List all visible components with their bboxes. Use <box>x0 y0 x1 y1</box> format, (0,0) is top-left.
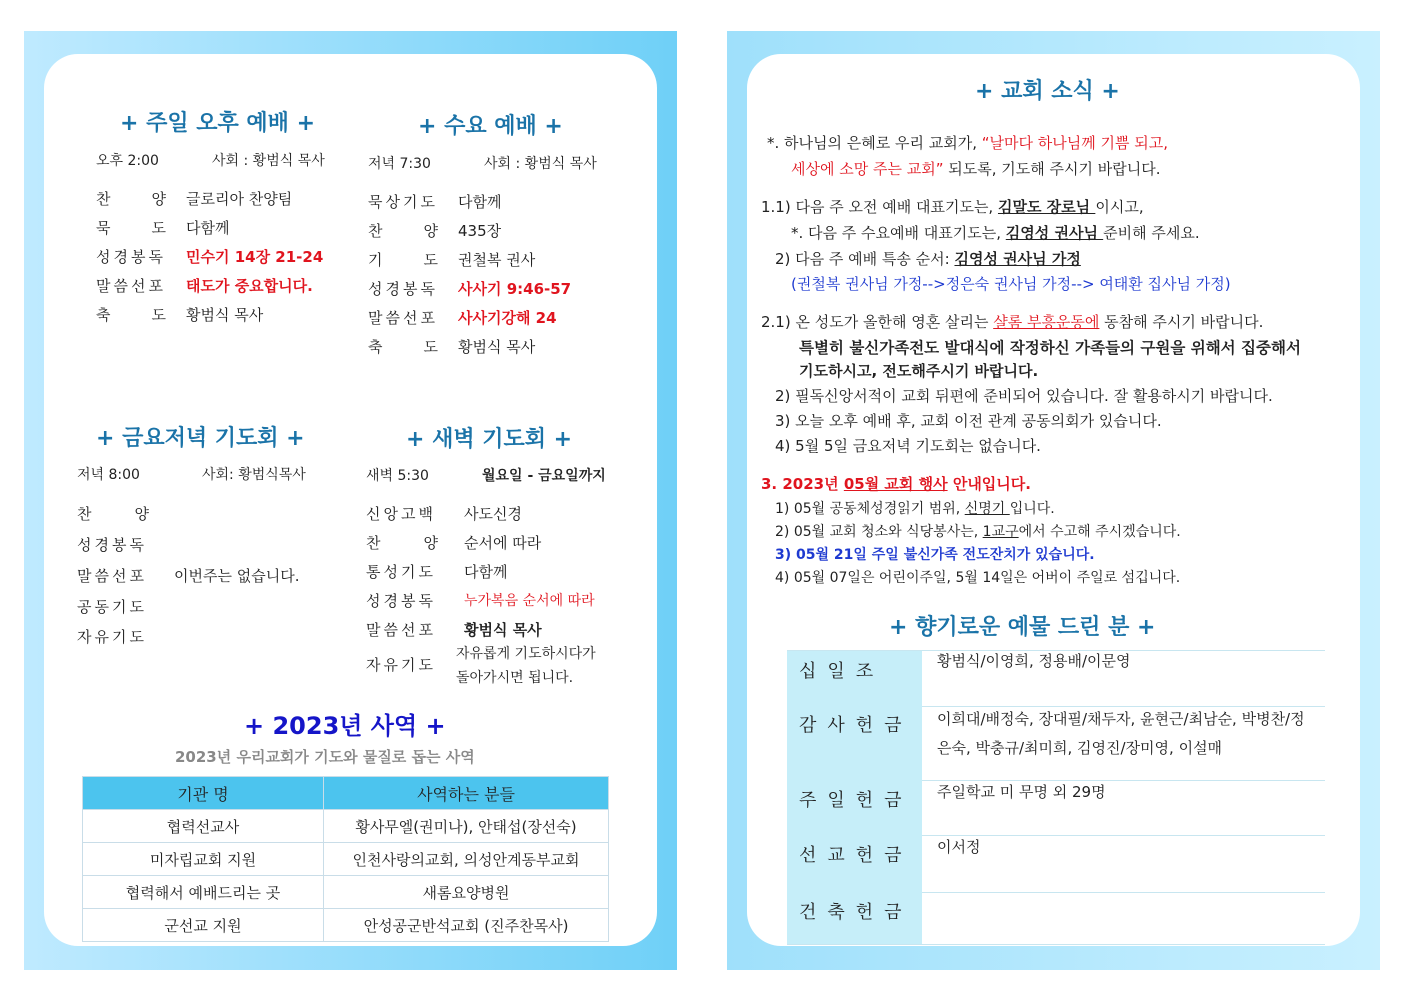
news-item-2-4: 4) 5월 5일 금요저녁 기도회는 없습니다. <box>775 437 1041 455</box>
offering-title: + 향기로운 예물 드린 분 + <box>889 615 1156 640</box>
friday-title: + 금요저녁 기도회 + <box>96 426 305 451</box>
sunday-pm-title: + 주일 오후 예배 + <box>120 111 316 136</box>
news-item-1-1 <box>761 196 1144 217</box>
table-row <box>83 843 609 876</box>
news-text: 안내입니다. <box>947 475 1031 493</box>
table-cell: 황사무엘(권미나), 안태섭(장선숙) <box>324 810 609 843</box>
news-item-3-3: 3) 05월 21일 주일 불신가족 전도잔치가 있습니다. <box>775 547 1095 563</box>
offering-label-cell <box>787 651 922 706</box>
order-value: 황범식 목사 <box>458 338 536 356</box>
order-value: 이번주는 없습니다. <box>174 567 300 585</box>
order-value-cont: 돌아가시면 됩니다. <box>456 670 574 686</box>
news-item-2-1 <box>761 311 1263 332</box>
offering-label-cell <box>787 892 922 944</box>
news-title: + 교회 소식 + <box>975 79 1120 104</box>
news-text: 2.1) 온 성도가 올한해 영혼 살리는 <box>761 313 994 331</box>
dawn-days: 월요일 - 금요일까지 <box>482 468 606 484</box>
table-row <box>83 810 609 843</box>
offering-row <box>787 892 1325 945</box>
friday-time: 저녁 8:00 <box>77 467 140 483</box>
scripture-value: 민수기 14장 21-24 <box>186 248 324 266</box>
scripture-value: 누가복음 순서에 따라 <box>464 593 595 609</box>
offering-value: 이희대/배정숙, 장대필/채두자, 윤현근/최남순, 박병찬/정은숙, 박충규/최미희, 김영진/장미영, 이설매 <box>937 710 1305 757</box>
news-item-2-3: 3) 오늘 오후 예배 후, 교회 이전 관계 공동의회가 있습니다. <box>775 412 1162 430</box>
order-label: 성경봉독 <box>366 592 436 610</box>
right-card <box>747 54 1360 946</box>
dawn-title: + 새벽 기도회 + <box>406 427 573 452</box>
order-value: 권철복 권사 <box>458 251 536 269</box>
news-text: 3. 2023년 <box>761 475 844 493</box>
event-month: 05월 교회 행사 <box>843 475 948 493</box>
order-value: 자유롭게 기도하시다가 <box>456 646 596 662</box>
news-text: 에서 수고해 주시겠습니다. <box>1018 524 1181 540</box>
news-text: 준비해 주세요. <box>1103 224 1200 242</box>
order-label: 말씀선포 <box>77 567 147 585</box>
table-cell: 미자립교회 지원 <box>83 843 324 876</box>
order-value: 435장 <box>458 222 502 240</box>
wednesday-time: 저녁 7:30 <box>368 156 431 172</box>
sermon-value: 태도가 중요합니다. <box>186 277 313 295</box>
news-text: *. 다음 주 수요예배 대표기도는, <box>791 224 1006 242</box>
order-value: 황범식 목사 <box>186 306 264 324</box>
order-label: 말씀선포 <box>366 621 436 639</box>
news-intro-line2 <box>791 158 1160 179</box>
cleaning-district: 1교구 <box>982 524 1019 540</box>
news-intro-quote: “날마다 하나님께 기쁨 되고, <box>981 134 1168 152</box>
order-label: 자유기도 <box>366 656 436 674</box>
news-intro-quote: 세상에 소망 주는 교회” <box>791 160 944 178</box>
scripture-value: 사사기 9:46-57 <box>458 280 572 298</box>
friday-host: 사회: 황범식목사 <box>202 467 306 483</box>
news-intro-text: *. 하나님의 은혜로 우리 교회가, <box>767 134 982 152</box>
table-cell: 안성공군반석교회 (진주찬목사) <box>324 909 609 942</box>
ministry-title: + 2023년 사역 + <box>244 712 446 740</box>
news-item-3-1 <box>775 498 1055 518</box>
order-label: 말씀선포 <box>96 277 166 295</box>
column-header: 기관 명 <box>83 777 324 810</box>
news-item-3 <box>761 473 1031 494</box>
offering-row <box>787 650 1325 707</box>
order-value: 글로리아 찬양팀 <box>186 190 293 208</box>
offering-label-cell <box>787 835 922 892</box>
news-item-3-2 <box>775 521 1181 541</box>
order-label: 찬 양 <box>366 534 438 552</box>
order-label: 공동기도 <box>77 598 147 616</box>
offering-label: 감사헌금 <box>799 715 913 736</box>
offering-label-cell <box>787 780 922 835</box>
order-value: 다함께 <box>458 193 502 211</box>
news-intro-line1 <box>767 132 1168 153</box>
offering-value: 황범식/이영희, 정용배/이문영 <box>937 652 1131 670</box>
table-row <box>83 909 609 942</box>
table-cell: 협력해서 예배드리는 곳 <box>83 876 324 909</box>
sunday-pm-host: 사회 : 황범식 목사 <box>212 153 325 169</box>
table-cell: 협력선교사 <box>83 810 324 843</box>
prayer-leader-name: 김말도 장로님 <box>997 198 1096 216</box>
news-item-2-1b: 특별히 불신가족전도 발대식에 작정하신 가족들의 구원을 위해서 집중해서 <box>799 339 1301 357</box>
news-text: 2) 05월 교회 청소와 식당봉사는, <box>775 524 983 540</box>
ministry-table <box>82 776 609 942</box>
order-label: 찬 양 <box>368 222 438 240</box>
order-label: 찬 양 <box>77 505 149 523</box>
offering-label: 건축헌금 <box>799 902 913 923</box>
order-label: 찬 양 <box>96 190 166 208</box>
order-label: 축 도 <box>368 338 438 356</box>
offering-value: 주일학교 미 무명 외 29명 <box>937 783 1106 801</box>
offering-label-cell <box>787 705 922 780</box>
order-value: 다함께 <box>464 563 508 581</box>
order-label: 성경봉독 <box>368 280 438 298</box>
left-page <box>24 31 677 970</box>
order-value: 황범식 목사 <box>464 621 542 639</box>
news-item-2-1c: 기도하시고, 전도해주시기 바랍니다. <box>799 362 1039 380</box>
special-song-family: 김영성 권사님 가정 <box>954 250 1081 268</box>
order-value: 사도신경 <box>464 505 522 523</box>
order-label: 성경봉독 <box>77 536 147 554</box>
offering-value: 이서정 <box>937 838 981 856</box>
order-label: 신앙고백 <box>366 505 436 523</box>
table-header <box>83 777 609 810</box>
offering-row <box>787 835 1325 893</box>
order-label: 말씀선포 <box>368 309 438 327</box>
table-row <box>83 876 609 909</box>
order-value: 순서에 따라 <box>464 534 542 552</box>
news-text: 입니다. <box>1009 501 1055 517</box>
news-text: 동참해 주시기 바랍니다. <box>1099 313 1264 331</box>
news-text: 1.1) 다음 주 오전 예배 대표기도는, <box>761 198 998 216</box>
offering-row <box>787 780 1325 836</box>
offering-label: 선교헌금 <box>799 845 913 866</box>
dawn-time: 새벽 5:30 <box>366 468 429 484</box>
news-text: 1) 05월 공동체성경읽기 범위, <box>775 501 965 517</box>
order-label: 기 도 <box>368 251 438 269</box>
offering-label: 주일헌금 <box>799 790 913 811</box>
offering-label: 십일조 <box>799 661 885 682</box>
news-item-1-2 <box>775 248 1081 269</box>
order-label: 성경봉독 <box>96 248 166 266</box>
order-label: 축 도 <box>96 306 166 324</box>
news-item-1-1b <box>791 222 1200 243</box>
column-header: 사역하는 분들 <box>324 777 609 810</box>
table-cell: 군선교 지원 <box>83 909 324 942</box>
revival-movement-link: 샬롬 부흥운동에 <box>993 313 1100 331</box>
right-page <box>727 31 1380 970</box>
table-cell: 새롬요양병원 <box>324 876 609 909</box>
offering-row <box>787 705 1325 781</box>
order-label: 자유기도 <box>77 628 147 646</box>
table-cell: 인천사랑의교회, 의성안계동부교회 <box>324 843 609 876</box>
news-item-3-4: 4) 05월 07일은 어린이주일, 5월 14일은 어버이 주일로 섬깁니다. <box>775 570 1181 586</box>
order-label: 묵상기도 <box>368 193 438 211</box>
sunday-pm-time: 오후 2:00 <box>96 153 159 169</box>
ministry-subtitle: 2023년 우리교회가 기도와 물질로 돕는 사역 <box>175 748 475 766</box>
news-text: 이시고, <box>1095 198 1144 216</box>
news-intro-text: 되도록, 기도해 주시기 바랍니다. <box>943 160 1161 178</box>
reading-range: 신명기 <box>964 501 1010 517</box>
left-card <box>44 54 657 946</box>
special-song-order: (권철복 권사님 가정-->정은숙 권사님 가정--> 여태환 집사님 가정) <box>791 275 1231 293</box>
order-value: 다함께 <box>186 219 230 237</box>
news-text: 2) 다음 주 예배 특송 순서: <box>775 250 955 268</box>
prayer-leader-name: 김영성 권사님 <box>1005 224 1104 242</box>
order-label: 통성기도 <box>366 563 436 581</box>
wednesday-host: 사회 : 황범식 목사 <box>484 156 597 172</box>
wednesday-title: + 수요 예배 + <box>418 114 563 139</box>
sermon-value: 사사기강해 24 <box>458 309 557 327</box>
order-label: 묵 도 <box>96 219 166 237</box>
news-item-2-2: 2) 필독신앙서적이 교회 뒤편에 준비되어 있습니다. 잘 활용하시기 바랍니다. <box>775 387 1273 405</box>
